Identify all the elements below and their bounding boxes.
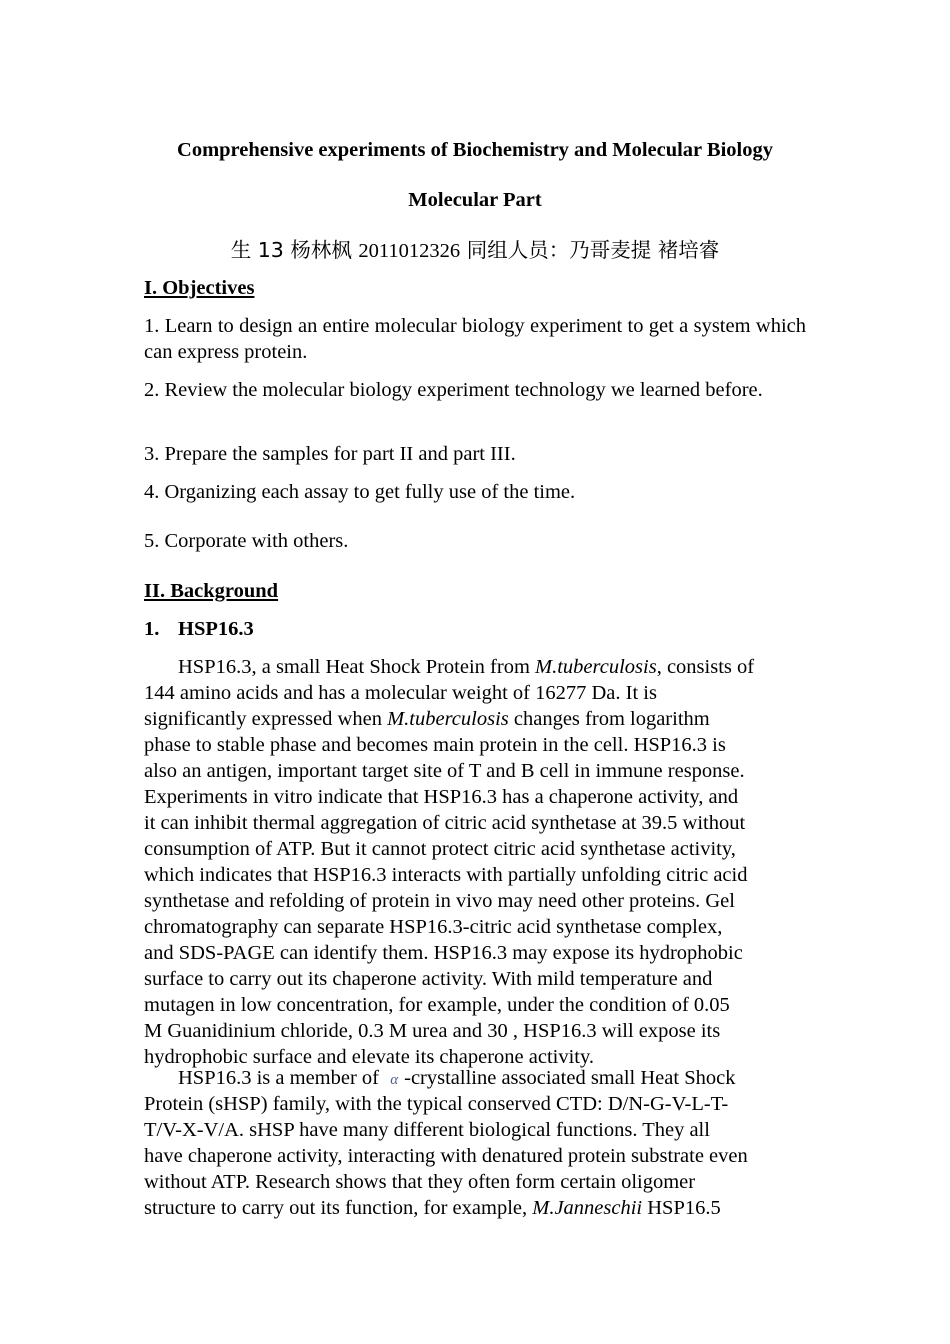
team-member-1: 乃哥麦提 [569, 238, 652, 262]
objective-item-3: 3. Prepare the samples for part II and part III. [144, 443, 516, 465]
line-text: HSP16.5 [642, 1197, 721, 1219]
background-paragraph-2-first-line [144, 1065, 806, 1093]
team-member-2: 褚培睿 [657, 238, 720, 262]
paragraph-line [144, 888, 806, 914]
document-subtitle: Molecular Part [408, 189, 542, 211]
paragraph-line [144, 966, 806, 992]
line-text: HSP16.3, a small Heat Shock Protein from [178, 656, 536, 678]
objective-item-2: 2. Review the molecular biology experiment technology we learned before. [144, 379, 763, 401]
line-text: hydrophobic surface and elevate its chaperone activity. [144, 1046, 595, 1068]
line-text: mutagen in low concentration, for example, under the condition of 0.05 [144, 994, 730, 1016]
objectives-heading: I. Objectives [144, 277, 255, 299]
author-id: 2011012326 [358, 240, 461, 262]
line-text: phase to stable phase and becomes main protein in the cell. HSP16.3 is [144, 734, 726, 756]
paragraph-line [144, 758, 806, 784]
paragraph-line [144, 940, 806, 966]
subsection-title: HSP16.3 [178, 618, 254, 640]
line-text: and SDS-PAGE can identify them. HSP16.3 may expose its hydrophobic [144, 942, 743, 964]
paragraph-line [144, 654, 806, 680]
author-line [0, 237, 950, 264]
species-name: M.Janneschii [532, 1197, 643, 1219]
line-text: without ATP. Research shows that they often form certain oligomer [144, 1171, 696, 1193]
line-text: 144 amino acids and has a molecular weight of 16277 Da. It is [144, 682, 657, 704]
paragraph-line [144, 784, 806, 810]
line-text: which indicates that HSP16.3 interacts with partially unfolding citric acid [144, 864, 748, 886]
line-text: Experiments in vitro indicate that HSP16.3 has a chaperone activity, and [144, 786, 739, 808]
paragraph-line [144, 1091, 806, 1117]
paragraph-line [144, 680, 806, 706]
subsection-number: 1. [144, 618, 160, 640]
paragraph-line [144, 992, 806, 1018]
line-text: T/V-X-V/A. sHSP have many different biological functions. They all [144, 1119, 710, 1141]
line-text: , consists of [656, 656, 755, 678]
line-text: Protein (sHSP) family, with the typical conserved CTD: D/N-G-V-L-T- [144, 1093, 729, 1115]
line-text: structure to carry out its function, for example, [144, 1197, 533, 1219]
author-class: 生 13 [230, 238, 284, 262]
paragraph-line [144, 1117, 806, 1143]
paragraph-line [144, 810, 806, 836]
line-text: significantly expressed when [144, 708, 388, 730]
paragraph-line [144, 862, 806, 888]
line-text: also an antigen, important target site of T and B cell in immune response. [144, 760, 745, 782]
p2-text-b: -crystalline associated small Heat Shock [404, 1067, 736, 1089]
species-name: M.tuberculosis [535, 656, 657, 678]
paragraph-line [144, 914, 806, 940]
paragraph-line [144, 836, 806, 862]
line-text: changes from logarithm [508, 708, 710, 730]
alpha-symbol: α [390, 1072, 399, 1088]
paragraph-line [144, 1169, 806, 1195]
paragraph-line [144, 706, 806, 732]
line-text: synthetase and refolding of protein in vivo may need other proteins. Gel [144, 890, 735, 912]
objective-item-1: 1. Learn to design an entire molecular biology experiment to get a system which can express protein. [144, 315, 806, 363]
objective-item-4: 4. Organizing each assay to get fully use of the time. [144, 481, 576, 503]
line-text: chromatography can separate HSP16.3-citric acid synthetase complex, [144, 916, 723, 938]
objective-item-5: 5. Corporate with others. [144, 530, 349, 552]
author-name: 杨林枫 [290, 238, 352, 262]
paragraph-line [144, 1018, 806, 1044]
background-heading: II. Background [144, 580, 279, 602]
paragraph-line [144, 1195, 806, 1221]
paragraph-line [144, 732, 806, 758]
paragraph-line [144, 1143, 806, 1169]
species-name: M.tuberculosis [387, 708, 509, 730]
document-title: Comprehensive experiments of Biochemistry and Molecular Biology [177, 139, 773, 161]
line-text: have chaperone activity, interacting with denatured protein substrate even [144, 1145, 748, 1167]
team-label: 同组人员： [466, 238, 570, 262]
line-text: it can inhibit thermal aggregation of citric acid synthetase at 39.5 without [144, 812, 746, 834]
subsection-heading [144, 616, 254, 642]
line-text: consumption of ATP. But it cannot protect citric acid synthetase activity, [144, 838, 736, 860]
line-text: M Guanidinium chloride, 0.3 M urea and 30 , HSP16.3 will expose its [144, 1020, 721, 1042]
p2-text-a: HSP16.3 is a member of [178, 1067, 385, 1089]
line-text: surface to carry out its chaperone activity. With mild temperature and [144, 968, 713, 990]
